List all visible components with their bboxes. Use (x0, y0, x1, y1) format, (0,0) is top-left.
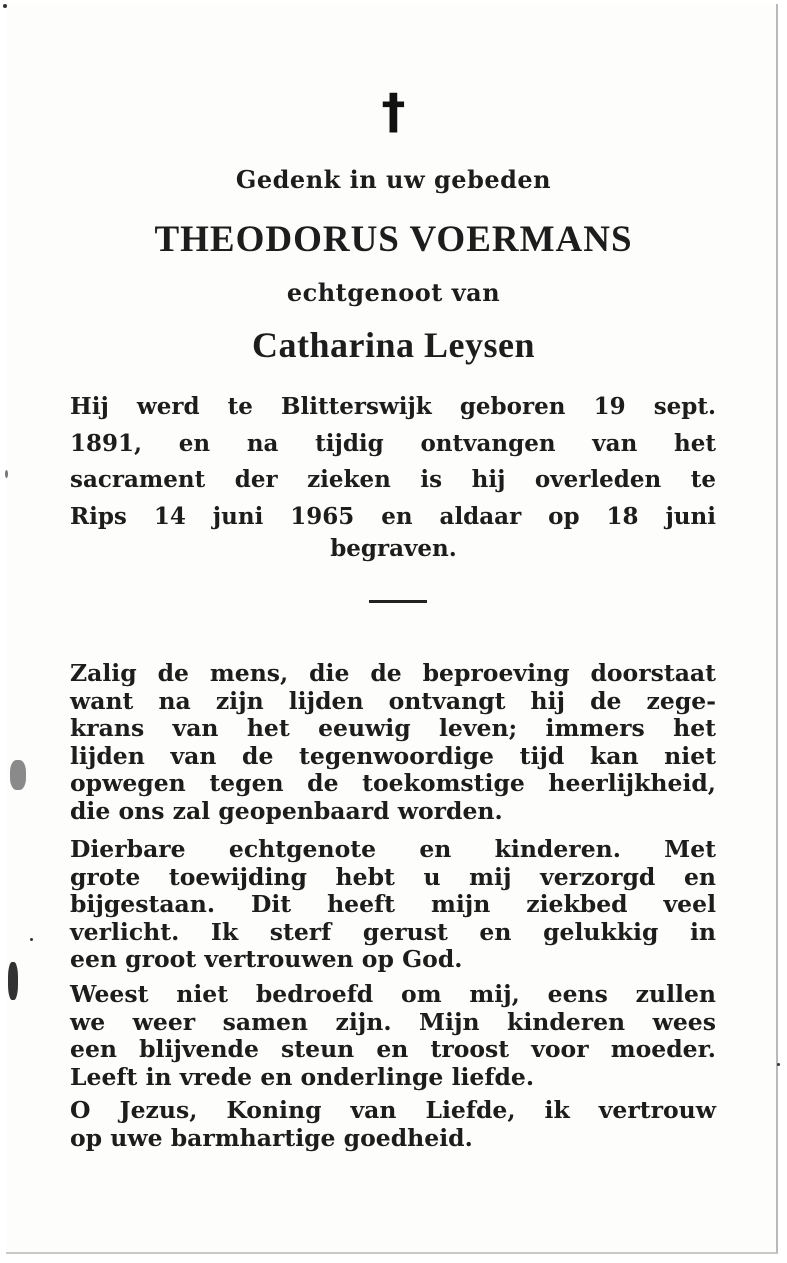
biography-line: Rips 14 juni 1965 en aldaar op 18 juni (70, 502, 716, 530)
verse-paragraph (70, 836, 716, 974)
divider (369, 600, 427, 603)
verse-line: Zalig de mens, die de beproeving doorstaat (70, 659, 716, 687)
verse-paragraph (70, 981, 716, 1091)
verse-line: verlicht. Ik sterf gerust en gelukkig in (70, 917, 716, 946)
biography-line: 1891, en na tijdig ontvangen van het (70, 429, 716, 457)
biography (70, 389, 716, 535)
verse-line: bijgestaan. Dit heeft mijn ziekbed veel (70, 890, 716, 919)
spouse-name: Catharina Leysen (251, 325, 535, 365)
deceased-name: THEODORUS VOERMANS (154, 219, 633, 260)
print-speck (777, 1063, 780, 1066)
spouse-label: echtgenoot van (286, 278, 501, 307)
print-speck (30, 938, 33, 941)
verse-line: grote toewijding hebt u mij verzorgd en (70, 862, 716, 891)
verse-paragraph (70, 1097, 716, 1152)
verse-line: Leeft in vrede en onderlinge liefde. (70, 1062, 535, 1091)
biography-line: Hij werd te Blitterswijk geboren 19 sept. (70, 393, 716, 420)
print-speck (3, 4, 7, 8)
verse-line: Dierbare echtgenote en kinderen. Met (70, 835, 716, 863)
verse-line: lijden van de tegenwoordige tijd kan niet (70, 741, 716, 770)
verse-line: een blijvende steun en troost voor moeder. (70, 1035, 716, 1064)
biography-end: begraven. (330, 535, 457, 562)
intro-text: Gedenk in uw gebeden (235, 165, 552, 194)
verse-line: op uwe barmhartige goedheid. (70, 1123, 473, 1152)
verse-line: we weer samen zijn. Mijn kinderen wees (70, 1007, 716, 1036)
verse-line: want na zijn lijden ontvangt hij de zege- (70, 686, 716, 715)
verse-line: krans van het eeuwig leven; immers het (70, 714, 716, 743)
verse-line: Weest niet bedroefd om mij, eens zullen (70, 980, 716, 1008)
print-speck (5, 470, 8, 478)
cross-icon: † (381, 84, 406, 140)
verse-line: die ons zal geopenbaard worden. (70, 796, 503, 825)
verse-paragraph (70, 660, 716, 826)
verse-line: opwegen tegen de toekomstige heerlijkheid, (70, 769, 716, 798)
verse-line: een groot vertrouwen op God. (70, 945, 463, 974)
print-speck (8, 962, 18, 1000)
print-speck (10, 760, 26, 790)
verse-line: O Jezus, Koning van Liefde, ik vertrouw (70, 1096, 716, 1124)
biography-line: sacrament der zieken is hij overleden te (70, 466, 716, 493)
